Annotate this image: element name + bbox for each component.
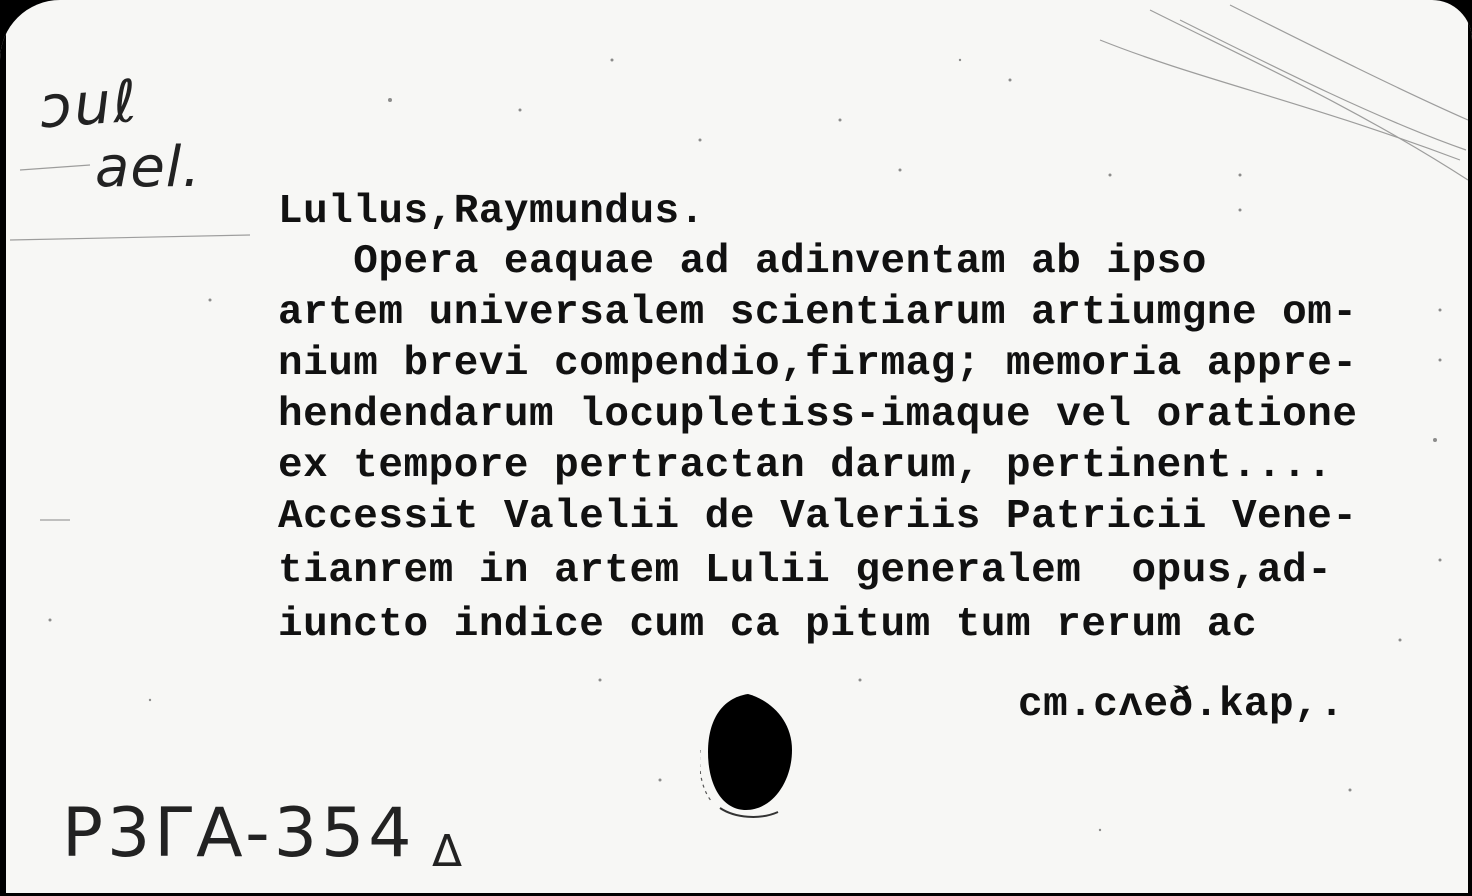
call-number: P3ΓA-354 [62, 794, 416, 873]
body-line: hendendarum locupletiss-imaque vel oratione [278, 392, 1358, 438]
body-line: tianrem in artem Lulii generalem opus,ad- [278, 548, 1333, 594]
body-line: iuncto indice cum ca pitum tum rerum ac [278, 602, 1258, 648]
body-line: Opera eaquae ad adinventam ab ipso [278, 239, 1207, 285]
body-line: artem universalem scientiarum artiumgne om- [278, 290, 1358, 336]
continuation-note: cm.cʌeð.kap,. [1018, 682, 1345, 728]
handwritten-note-second: ael. [95, 135, 202, 200]
card-edge-left [0, 0, 6, 896]
handwritten-note-top: ɔuℓ [37, 66, 141, 142]
author-heading: Lullus,Raymundus. [278, 189, 705, 235]
call-number-suffix: Δ [432, 826, 463, 877]
body-line: nium brevi compendio,firmag; memoria appre- [278, 341, 1358, 387]
punch-hole [700, 690, 800, 820]
body-line: ex tempore pertractan darum, pertinent.... [278, 443, 1333, 489]
body-line: Accessit Valelii de Valeriis Patricii Vene- [278, 494, 1358, 540]
card-edge-right [1468, 0, 1472, 896]
